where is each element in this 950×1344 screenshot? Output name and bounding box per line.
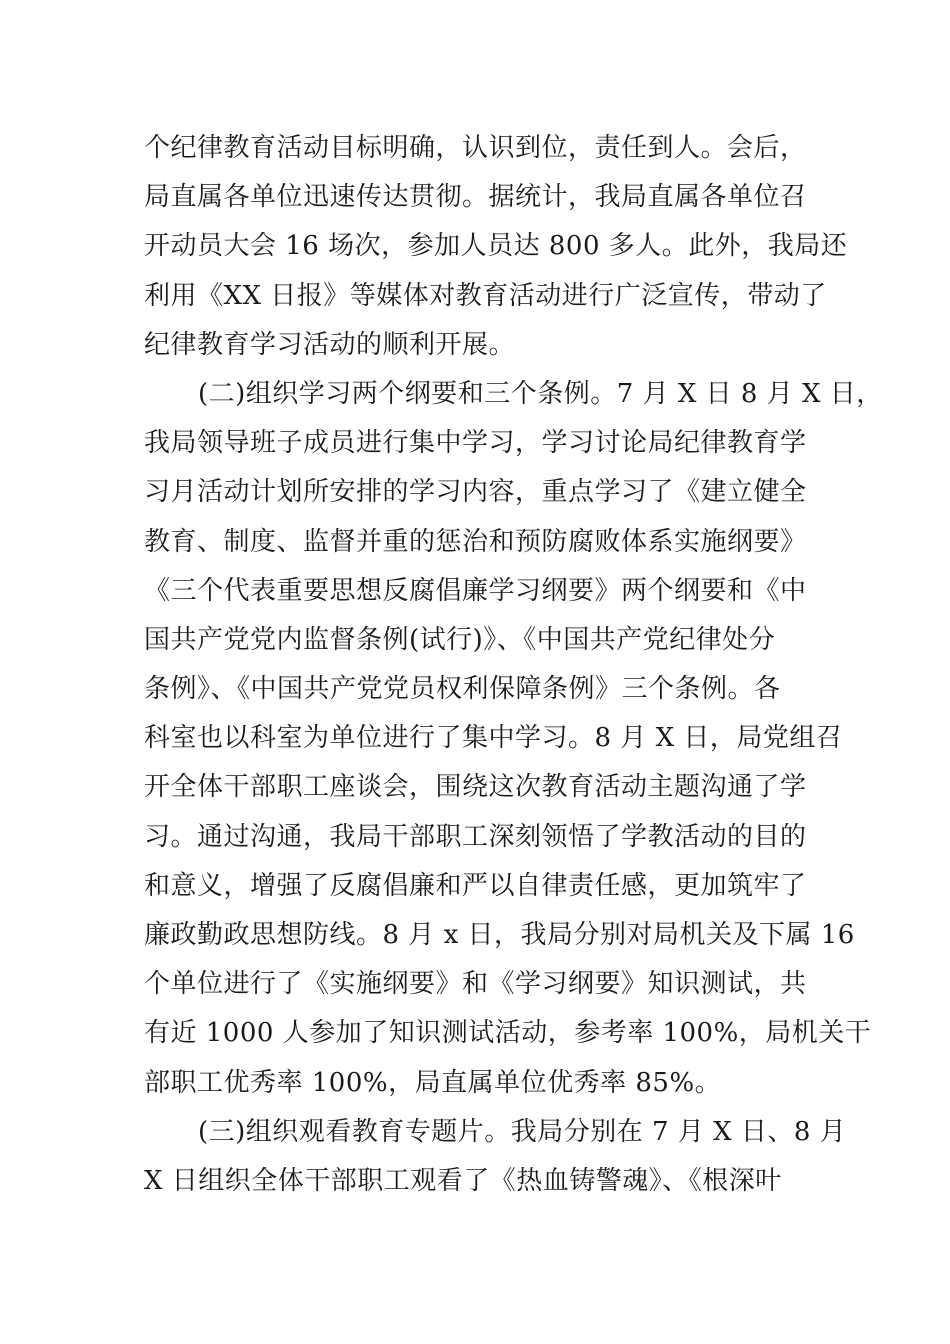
text-line-20: 部职工优秀率 100%，局直属单位优秀率 85%。 [144,1067,722,1098]
text-line-16: 和意义，增强了反腐倡廉和严以自律责任感，更加筑牢了 [144,870,807,901]
text-line-2: 局直属各单位迅速传达贯彻。据统计，我局直属各单位召 [144,182,807,213]
text-line-12: 条例》、《中国共产党党员权利保障条例》三个条例。各 [144,674,781,705]
text-line-3: 开动员大会 16 场次，参加人员达 800 多人。此外，我局还 [144,231,848,262]
text-line-13: 科室也以科室为单位进行了集中学习。8 月 X 日，局党组召 [144,723,843,754]
text-line-4: 利用《XX 日报》等媒体对教育活动进行广泛宣传，带动了 [144,280,827,311]
text-line-9: 教育、制度、监督并重的惩治和预防腐败体系实施纲要》 [144,526,807,557]
text-line-1: 个纪律教育活动目标明确，认识到位，责任到人。会后， [144,133,807,163]
text-line-15: 习。通过沟通，我局干部职工深刻领悟了学教活动的目的 [144,821,807,852]
text-line-22: X 日组织全体干部职工观看了《热血铸警魂》、《根深叶 [144,1165,782,1196]
text-line-7: 我局领导班子成员进行集中学习，学习讨论局纪律教育学 [144,428,807,459]
text-line-11: 国共产党党内监督条例(试行)》、《中国共产党纪律处分 [144,624,776,655]
section-heading-2: (二)组织学习两个纲要和三个条例。7 月 X 日 8 月 X 日， [198,378,883,409]
text-line-19: 有近 1000 人参加了知识测试活动，参考率 100%，局机关干 [144,1018,872,1049]
body-text [144,124,883,1206]
text-line-8: 习月活动计划所安排的学习内容，重点学习了《建立健全 [144,477,807,508]
text-line-18: 个单位进行了《实施纲要》和《学习纲要》知识测试，共 [144,969,807,1000]
section-heading-3: (三)组织观看教育专题片。我局分别在 7 月 X 日、8 月 [198,1116,847,1147]
text-line-17: 廉政勤政思想防线。8 月 x 日，我局分别对局机关及下属 16 [144,920,855,950]
text-line-10: 《三个代表重要思想反腐倡廉学习纲要》两个纲要和《中 [144,575,807,606]
text-line-14: 开全体干部职工座谈会，围绕这次教育活动主题沟通了学 [144,772,807,803]
text-line-5: 纪律教育学习活动的顺利开展。 [144,329,516,360]
